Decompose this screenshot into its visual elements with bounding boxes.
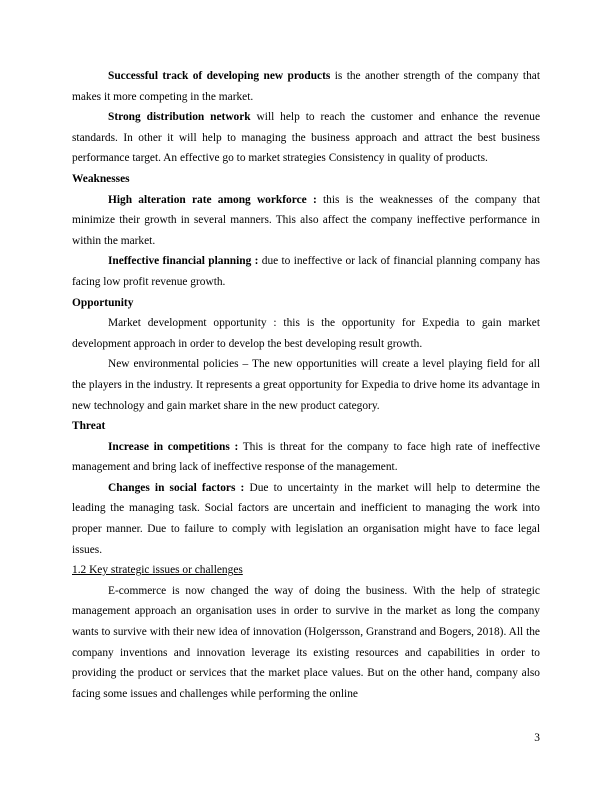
- threat-heading: Threat: [72, 420, 106, 433]
- threat-title-social: Changes in social factors :: [108, 481, 245, 494]
- section-heading-strategic-issues: 1.2 Key strategic issues or challenges: [72, 564, 243, 577]
- strength-text-products: is the another strength of the company that makes it more competing in the market.: [72, 70, 541, 103]
- threat-paragraph-competitions: [72, 437, 540, 478]
- weakness-title-workforce: High alteration rate among workforce :: [108, 193, 317, 206]
- weakness-paragraph-workforce: [72, 190, 540, 252]
- strength-title-distribution: Strong distribution network: [108, 111, 251, 124]
- opportunity-heading: Opportunity: [72, 296, 134, 309]
- threat-text-social: Due to uncertainty in the market will help to determine the leading the managing task. Social factors are uncertain and inefficient to managing the work into proper manner. Due to failure to comply with legislation an organisation might have to face legal issues.: [72, 481, 540, 556]
- opportunity-paragraph-policies: New environmental policies – The new opportunities will create a level playing field for all the players in the industry. It represents a great opportunity for Expedia to drive home its advantage in new technology and gain market share in the new product category.: [72, 358, 540, 412]
- threat-title-competitions: Increase in competitions :: [108, 440, 239, 453]
- weakness-text-financial: due to ineffective or lack of financial planning company has facing low profit revenue growth.: [72, 255, 540, 288]
- threat-text-competitions: This is threat for the company to face high rate of ineffective management and bring lack of ineffective response of the management.: [72, 440, 540, 474]
- strength-title-products: Successful track of developing new products: [108, 70, 331, 82]
- strength-text-distribution: will help to reach the customer and enhance the revenue standards. In other it will help to managing the business approach and attract the best business performance target. An effective go to market strategies Consistency in quality of products.: [72, 111, 541, 165]
- weaknesses-heading: Weaknesses: [72, 172, 130, 185]
- strength-paragraph-products: [72, 66, 540, 107]
- weakness-paragraph-financial: [72, 251, 540, 292]
- weakness-title-financial: Ineffective financial planning :: [108, 255, 259, 268]
- weakness-text-workforce: this is the weaknesses of the company that minimize their growth in several manners. This also affect the company ineffective performance in within the market.: [72, 193, 540, 247]
- strategic-issues-paragraph: E-commerce is now changed the way of doing the business. With the help of strategic management approach an organisation uses in order to survive in the market as long the company wants to survive with their new idea of innovation (Holgersson, Granstrand and Bogers, 2018). All the company inventions and innovation leverage its existing resources and capabilities in order to providing the product or services that the market place values. But on the other hand, company also facing some issues and challenges while performing the online: [72, 584, 540, 700]
- threat-paragraph-social: [72, 478, 540, 560]
- strength-paragraph-distribution: [72, 107, 540, 169]
- page-number: 3: [534, 732, 540, 744]
- opportunity-paragraph-market: Market development opportunity : this is the opportunity for Expedia to gain market development approach in order to develop the best developing result growth.: [72, 317, 540, 350]
- document-page: [72, 66, 540, 704]
